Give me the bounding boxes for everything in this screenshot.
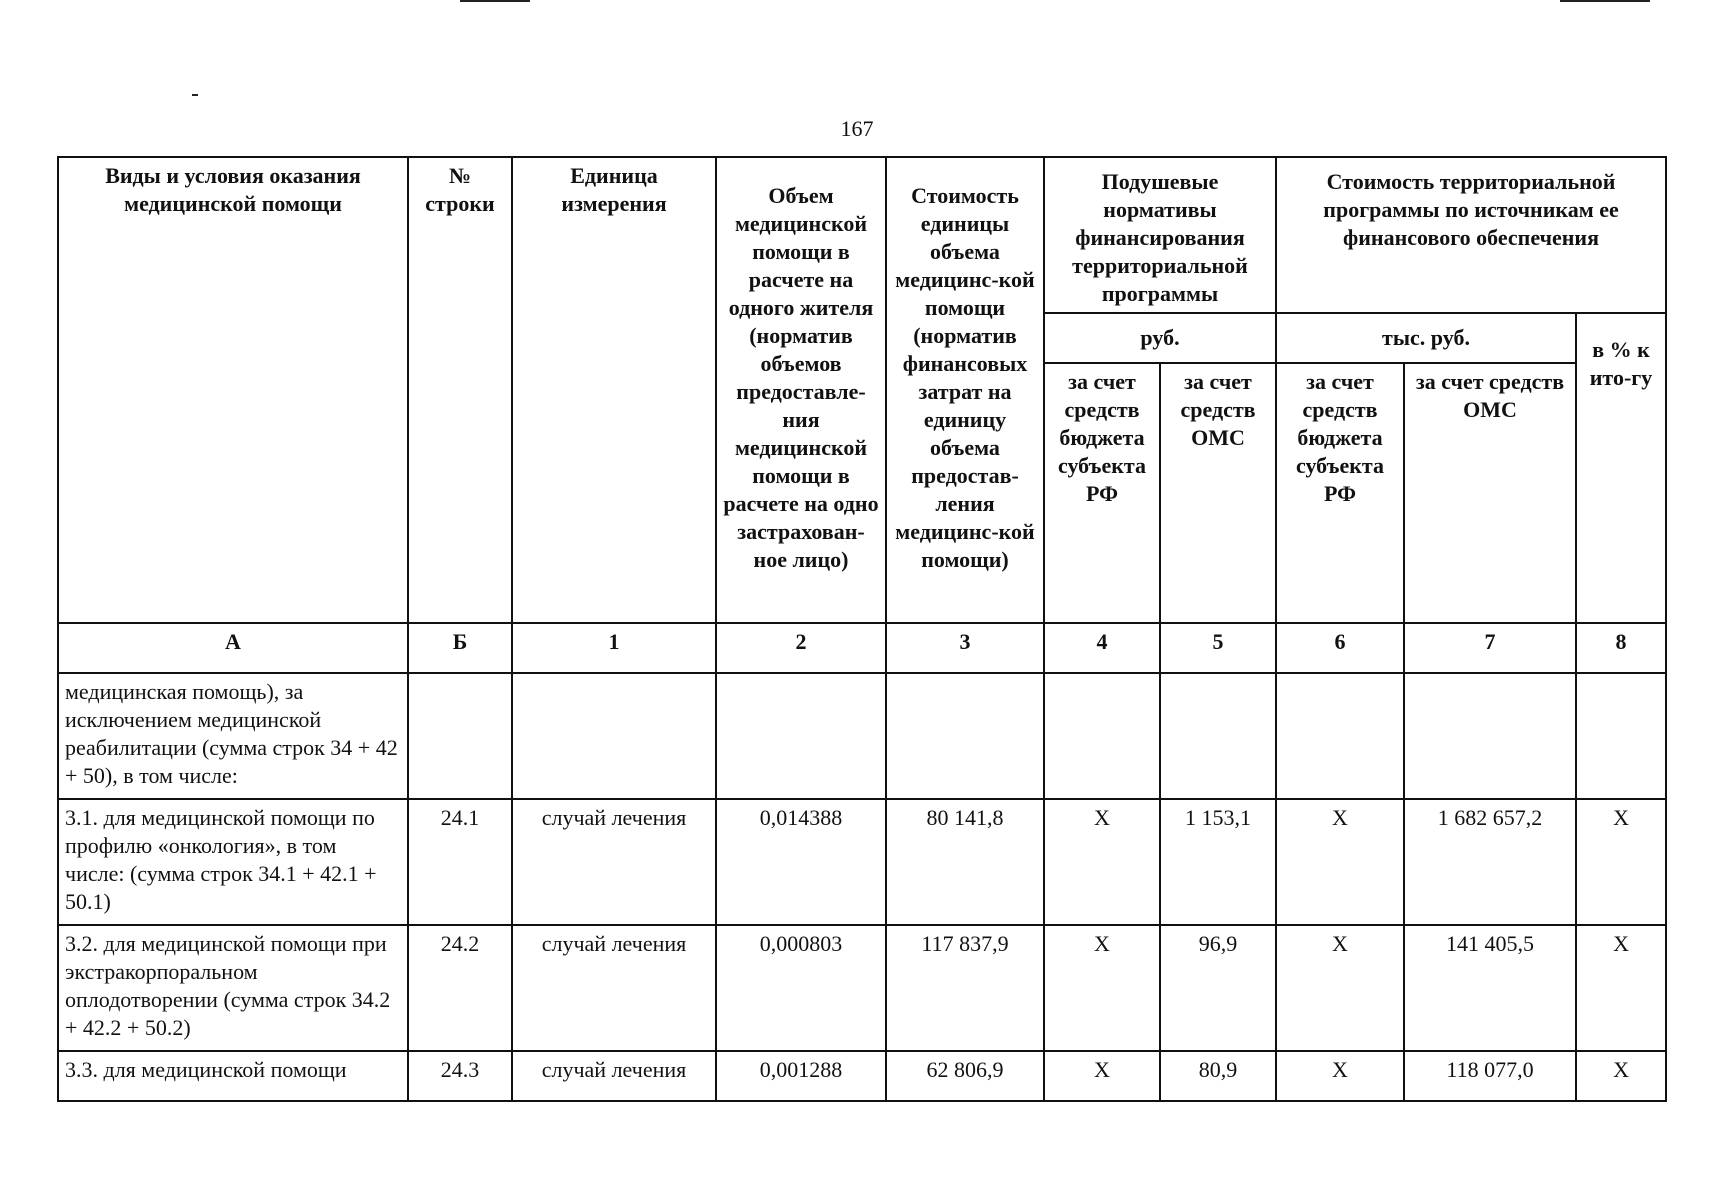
header-line-number: № строки bbox=[408, 157, 512, 623]
row-name: 3.3. для медицинской помощи bbox=[58, 1051, 408, 1101]
row-oms-rub: 80,9 bbox=[1160, 1051, 1276, 1101]
row-line-number: 24.1 bbox=[408, 799, 512, 925]
row-unit: случай лечения bbox=[512, 925, 716, 1051]
row-budget-thousand: Х bbox=[1276, 799, 1404, 925]
row-budget-thousand: Х bbox=[1276, 1051, 1404, 1101]
empty-cell bbox=[512, 673, 716, 799]
row-unit: случай лечения bbox=[512, 1051, 716, 1101]
row-volume: 0,001288 bbox=[716, 1051, 886, 1101]
row-percent: Х bbox=[1576, 925, 1666, 1051]
header-per-capita-group: Подушевые нормативы финансирования территориальной программы bbox=[1044, 157, 1276, 313]
index-cell: 5 bbox=[1160, 623, 1276, 673]
row-unit: случай лечения bbox=[512, 799, 716, 925]
index-cell: 2 bbox=[716, 623, 886, 673]
empty-cell bbox=[1160, 673, 1276, 799]
row-budget-rub: Х bbox=[1044, 799, 1160, 925]
header-budget-rub: за счет средств бюджета субъекта РФ bbox=[1044, 363, 1160, 623]
index-cell: 8 bbox=[1576, 623, 1666, 673]
row-volume: 0,000803 bbox=[716, 925, 886, 1051]
header-volume: Объем медицинской помощи в расчете на одного жителя (норматив объемов предоставле-ния медицинской помощи в расчете на одно застрахован-ное лицо) bbox=[716, 157, 886, 623]
row-budget-rub: Х bbox=[1044, 1051, 1160, 1101]
header-unit: Единица измерения bbox=[512, 157, 716, 623]
header-oms-rub: за счет средств ОМС bbox=[1160, 363, 1276, 623]
index-cell: Б bbox=[408, 623, 512, 673]
row-oms-thousand: 1 682 657,2 bbox=[1404, 799, 1576, 925]
row-oms-thousand: 141 405,5 bbox=[1404, 925, 1576, 1051]
index-cell: 7 bbox=[1404, 623, 1576, 673]
scan-mark bbox=[192, 94, 198, 96]
empty-cell bbox=[1044, 673, 1160, 799]
data-table bbox=[57, 156, 1667, 1102]
row-percent: Х bbox=[1576, 1051, 1666, 1101]
scan-mark bbox=[1560, 0, 1650, 2]
row-unit-cost: 80 141,8 bbox=[886, 799, 1044, 925]
header-unit-rub: руб. bbox=[1044, 313, 1276, 363]
row-name-continuation: медицинская помощь), за исключением медицинской реабилитации (сумма строк 34 + 42 + 50), в том числе: bbox=[58, 673, 408, 799]
index-cell: А bbox=[58, 623, 408, 673]
row-oms-rub: 1 153,1 bbox=[1160, 799, 1276, 925]
row-line-number: 24.3 bbox=[408, 1051, 512, 1101]
table-row bbox=[58, 925, 1666, 1051]
row-name: 3.2. для медицинской помощи при экстракорпоральном оплодотворении (сумма строк 34.2 + 42.2 + 50.2) bbox=[58, 925, 408, 1051]
header-conditions: Виды и условия оказания медицинской помощи bbox=[58, 157, 408, 623]
header-oms-thousand: за счет средств ОМС bbox=[1404, 363, 1576, 623]
header-unit-cost: Стоимость единицы объема медицинс-кой помощи (норматив финансовых затрат на единицу объема предостав-ления медицинс-кой помощи) bbox=[886, 157, 1044, 623]
table-row bbox=[58, 1051, 1666, 1101]
index-cell: 6 bbox=[1276, 623, 1404, 673]
header-budget-thousand: за счет средств бюджета субъекта РФ bbox=[1276, 363, 1404, 623]
row-budget-rub: Х bbox=[1044, 925, 1160, 1051]
row-unit-cost: 62 806,9 bbox=[886, 1051, 1044, 1101]
row-unit-cost: 117 837,9 bbox=[886, 925, 1044, 1051]
row-line-number: 24.2 bbox=[408, 925, 512, 1051]
row-oms-rub: 96,9 bbox=[1160, 925, 1276, 1051]
empty-cell bbox=[1276, 673, 1404, 799]
header-program-cost-group: Стоимость территориальной программы по источникам ее финансового обеспечения bbox=[1276, 157, 1666, 313]
table-row bbox=[58, 799, 1666, 925]
header-percent-total: в % к ито-гу bbox=[1576, 313, 1666, 623]
index-cell: 4 bbox=[1044, 623, 1160, 673]
row-budget-thousand: Х bbox=[1276, 925, 1404, 1051]
empty-cell bbox=[886, 673, 1044, 799]
index-cell: 1 bbox=[512, 623, 716, 673]
row-oms-thousand: 118 077,0 bbox=[1404, 1051, 1576, 1101]
row-name: 3.1. для медицинской помощи по профилю «онкология», в том числе: (сумма строк 34.1 + 42.1 + 50.1) bbox=[58, 799, 408, 925]
index-cell: 3 bbox=[886, 623, 1044, 673]
header-unit-thousand-rub: тыс. руб. bbox=[1276, 313, 1576, 363]
row-percent: Х bbox=[1576, 799, 1666, 925]
row-volume: 0,014388 bbox=[716, 799, 886, 925]
empty-cell bbox=[408, 673, 512, 799]
table-row bbox=[58, 673, 1666, 799]
page-number: 167 bbox=[840, 116, 874, 141]
empty-cell bbox=[716, 673, 886, 799]
empty-cell bbox=[1576, 673, 1666, 799]
empty-cell bbox=[1404, 673, 1576, 799]
scan-mark bbox=[460, 0, 530, 2]
